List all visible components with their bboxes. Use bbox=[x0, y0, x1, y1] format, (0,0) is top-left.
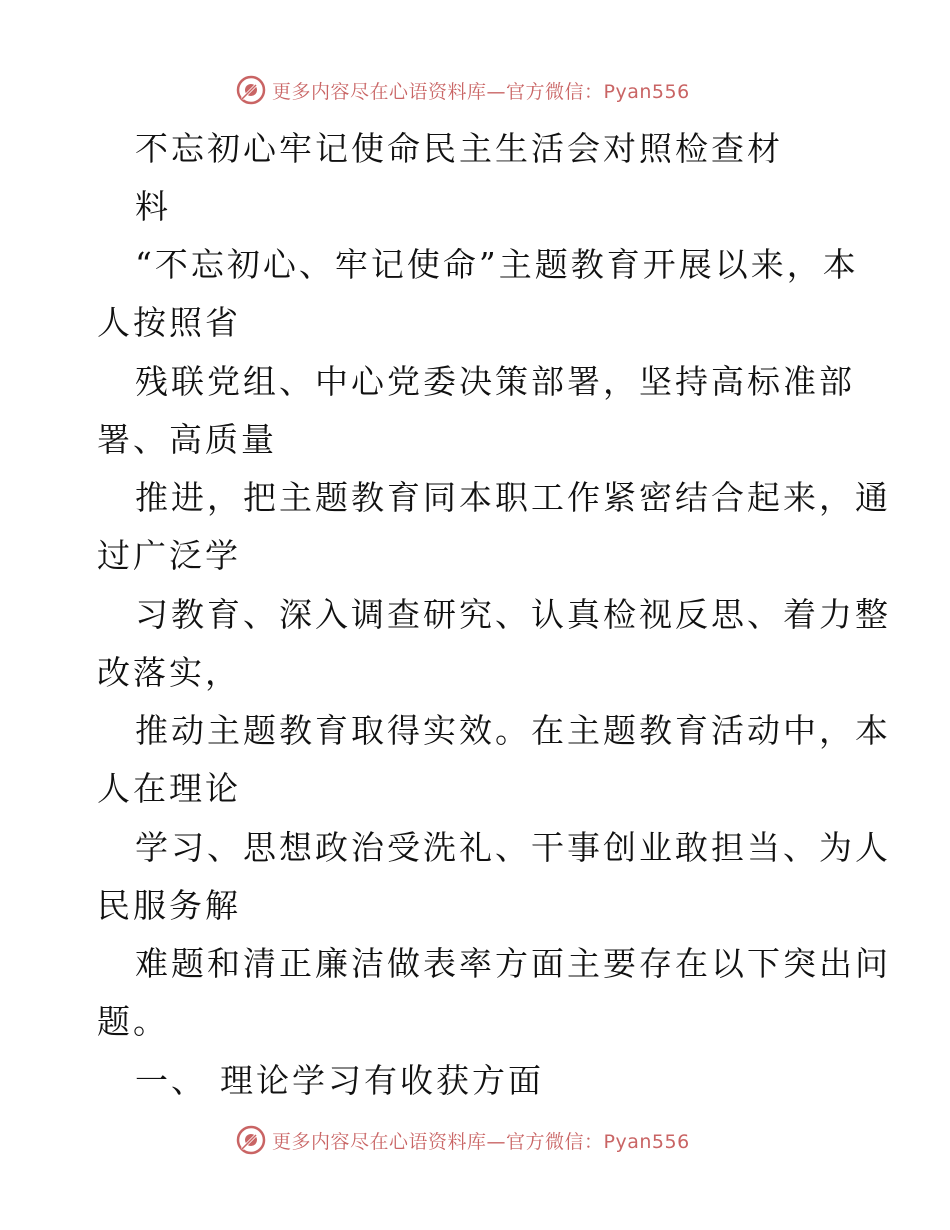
body-line: 难题和清正廉洁做表率方面主要存在以下突出问 bbox=[135, 944, 891, 983]
body-line: 题。 bbox=[97, 1002, 169, 1041]
document-title-line-1: 不忘初心牢记使命民主生活会对照检查材 bbox=[135, 129, 783, 168]
watermark-text: 更多内容尽在心语资料库—官方微信：Pyan556 bbox=[272, 1130, 690, 1153]
watermark-logo-icon bbox=[236, 75, 266, 105]
section-heading-number: 一、 bbox=[135, 1061, 207, 1100]
section-heading-text: 理论学习有收获方面 bbox=[220, 1061, 544, 1100]
body-line: 人在理论 bbox=[97, 769, 241, 808]
body-line: 习教育、深入调查研究、认真检视反思、着力整 bbox=[135, 595, 891, 634]
watermark-footer bbox=[236, 1123, 690, 1157]
watermark-text: 更多内容尽在心语资料库—官方微信：Pyan556 bbox=[272, 80, 690, 103]
body-line: 民服务解 bbox=[97, 886, 241, 925]
body-line: 推进，把主题教育同本职工作紧密结合起来，通 bbox=[135, 478, 891, 517]
document-title-line-2: 料 bbox=[135, 187, 171, 226]
watermark-header bbox=[236, 73, 690, 107]
body-line: “不忘初心、牢记使命”主题教育开展以来，本 bbox=[135, 245, 859, 284]
body-line: 过广泛学 bbox=[97, 536, 241, 575]
body-line: 残联党组、中心党委决策部署，坚持高标准部 bbox=[135, 362, 855, 401]
body-line: 学习、思想政治受洗礼、干事创业敢担当、为人 bbox=[135, 828, 891, 867]
watermark-logo-icon bbox=[236, 1125, 266, 1155]
body-line: 推动主题教育取得实效。在主题教育活动中，本 bbox=[135, 711, 891, 750]
body-line: 署、高质量 bbox=[97, 420, 277, 459]
body-line: 改落实， bbox=[97, 653, 241, 692]
body-line: 人按照省 bbox=[97, 303, 241, 342]
